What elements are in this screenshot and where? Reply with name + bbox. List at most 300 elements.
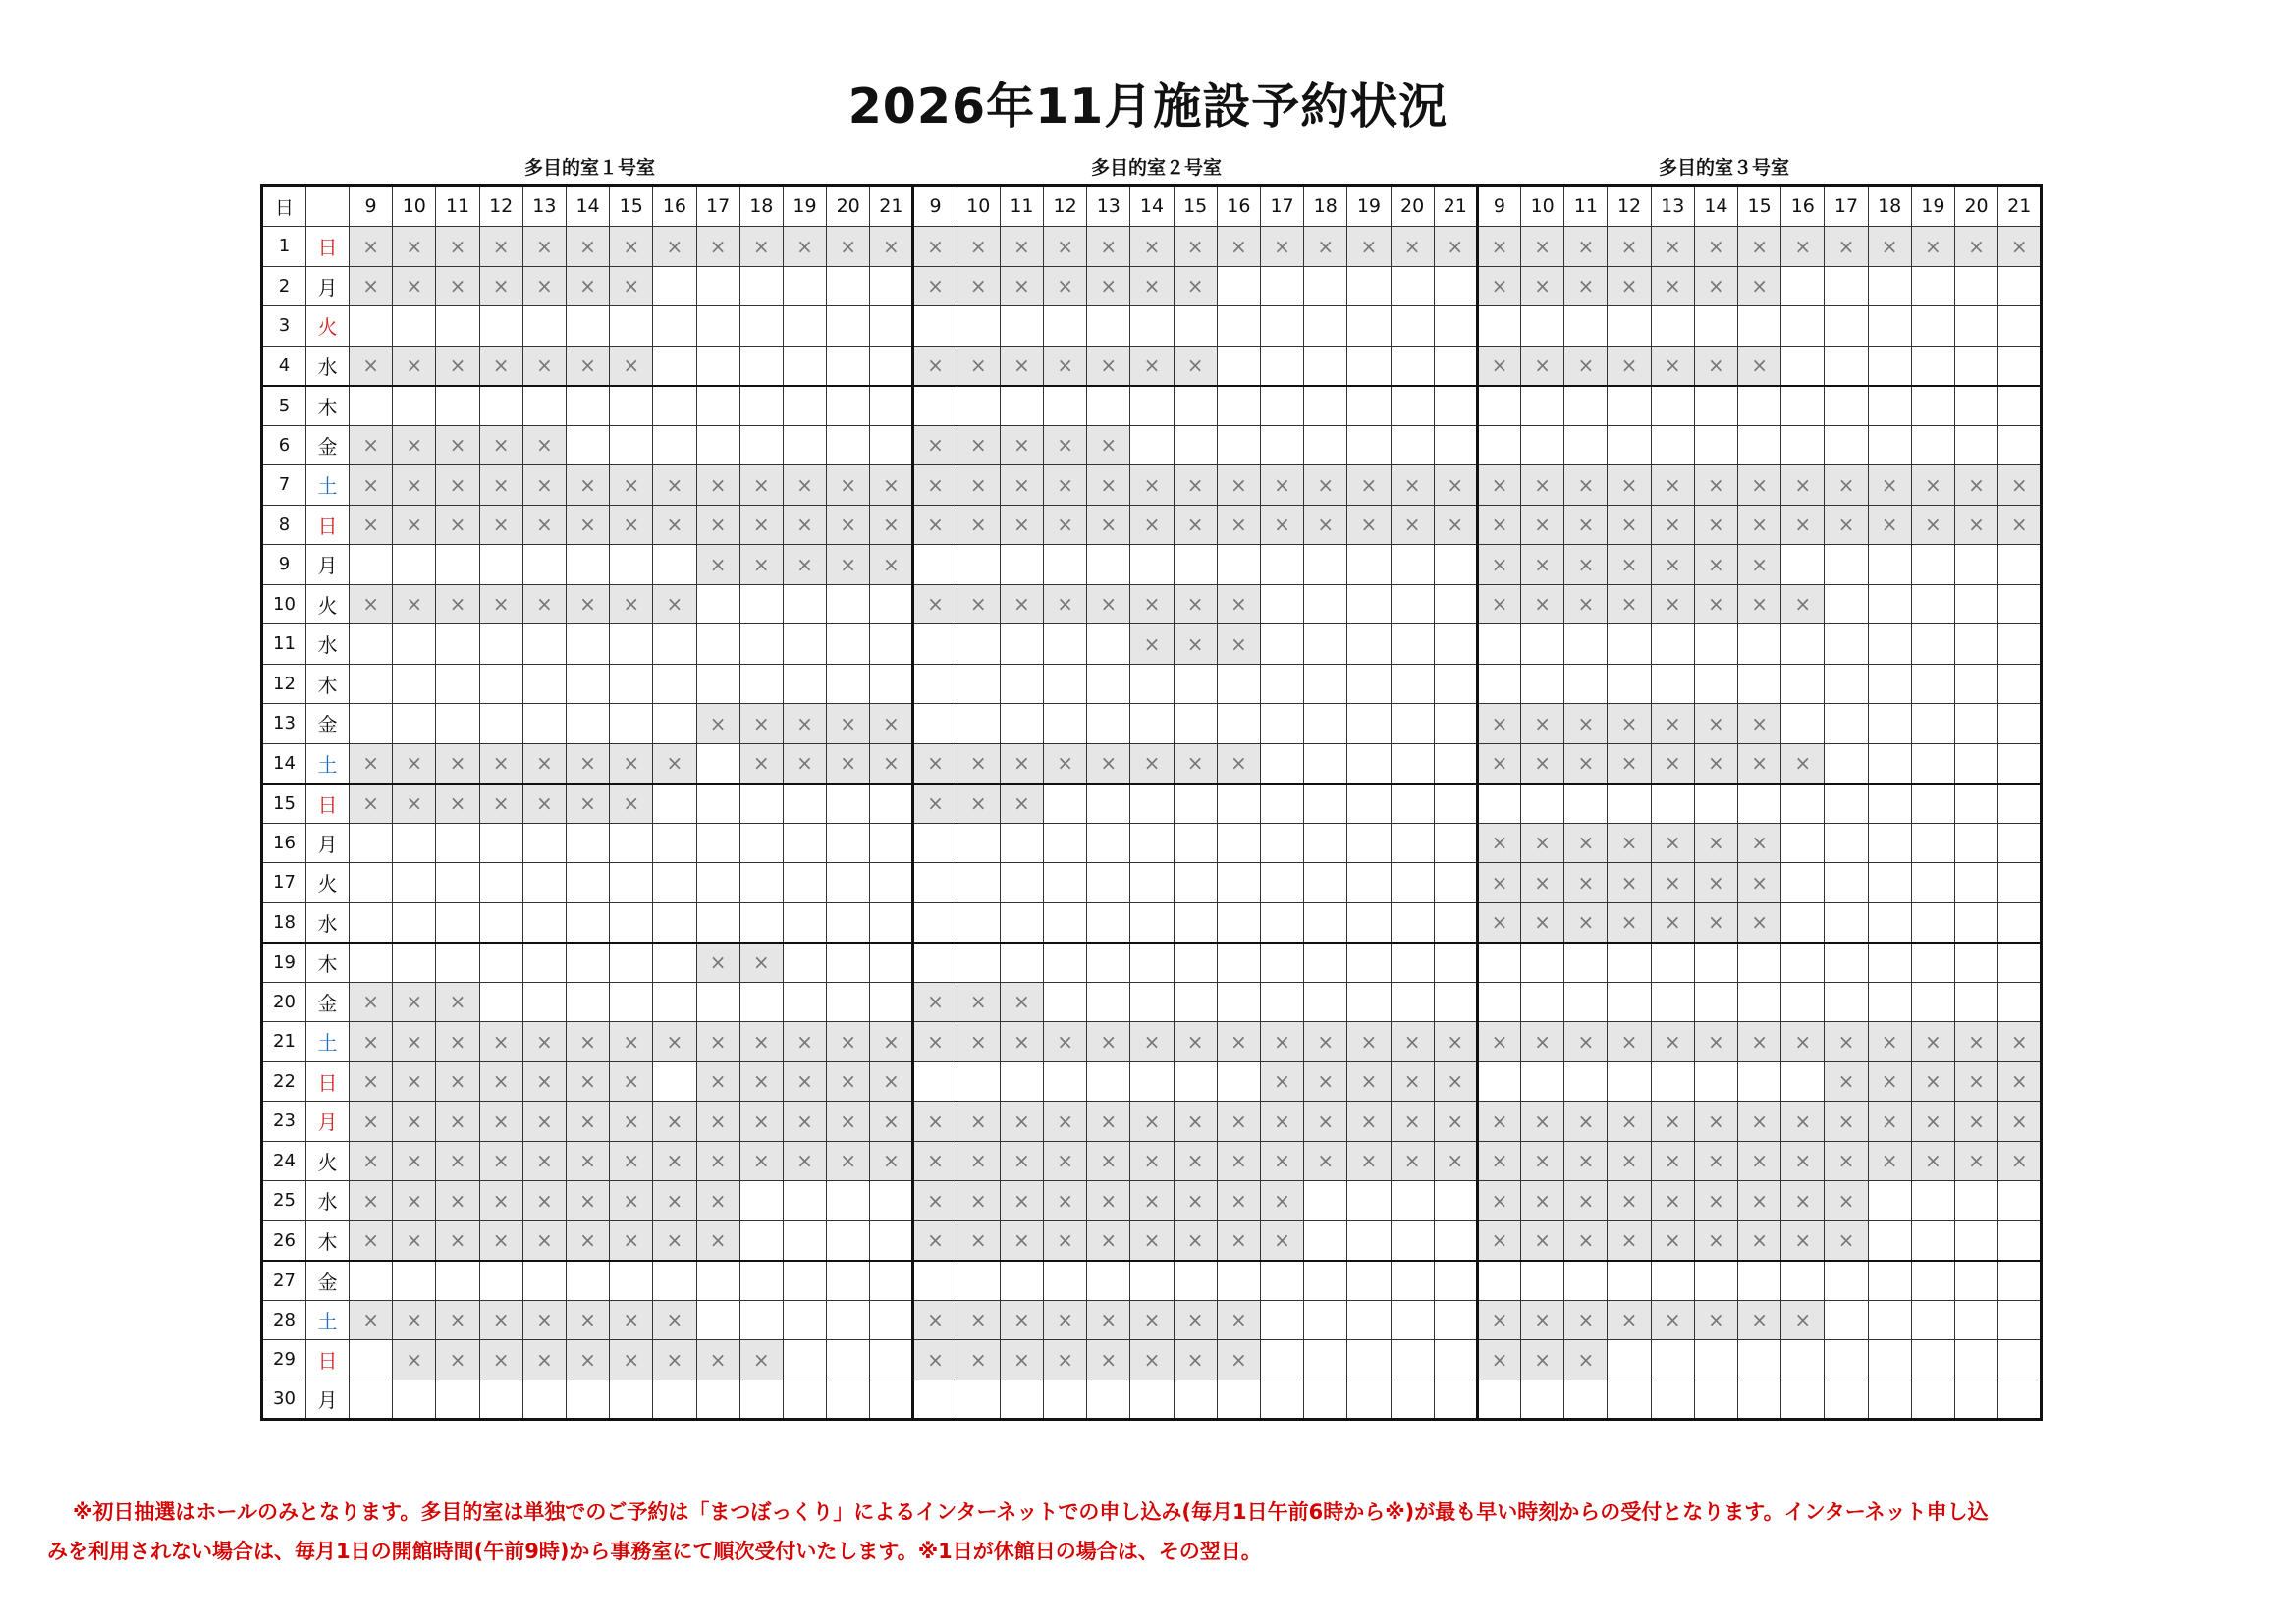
slot-reserved: × bbox=[1477, 227, 1520, 267]
slot-reserved: × bbox=[1825, 1141, 1868, 1181]
slot-available bbox=[1781, 943, 1825, 983]
day-number: 8 bbox=[262, 505, 306, 545]
slot-available bbox=[1044, 823, 1087, 863]
slot-reserved: × bbox=[436, 346, 479, 386]
slot-reserved: × bbox=[1998, 1061, 2042, 1102]
slot-reserved: × bbox=[393, 1300, 436, 1340]
slot-reserved: × bbox=[1694, 346, 1737, 386]
slot-available bbox=[1087, 1380, 1130, 1420]
slot-available bbox=[1434, 664, 1477, 704]
slot-available bbox=[1434, 982, 1477, 1022]
slot-available bbox=[1391, 386, 1434, 426]
slot-available bbox=[1694, 982, 1737, 1022]
notice-line-2: みを利用されない場合は、毎月1日の開館時間(午前9時)から事務室にて順次受付いたします。※1日が休館日の場合は、その翌日。 bbox=[47, 1540, 1262, 1563]
slot-available bbox=[1477, 1061, 1520, 1102]
slot-reserved: × bbox=[957, 465, 1000, 506]
weekday: 金 bbox=[306, 1261, 350, 1301]
slot-available bbox=[1911, 1300, 1954, 1340]
slot-available bbox=[783, 1220, 826, 1261]
slot-available bbox=[1391, 346, 1434, 386]
slot-available bbox=[1174, 902, 1217, 943]
slot-reserved: × bbox=[393, 784, 436, 824]
slot-available bbox=[1347, 624, 1391, 665]
slot-available bbox=[739, 306, 783, 347]
slot-available bbox=[350, 704, 393, 744]
slot-reserved: × bbox=[610, 505, 653, 545]
slot-available bbox=[1911, 784, 1954, 824]
slot-reserved: × bbox=[610, 1300, 653, 1340]
slot-reserved: × bbox=[436, 1061, 479, 1102]
slot-reserved: × bbox=[1738, 266, 1781, 306]
slot-available bbox=[653, 902, 696, 943]
slot-reserved: × bbox=[350, 1022, 393, 1062]
slot-available bbox=[1608, 784, 1651, 824]
slot-available bbox=[1781, 624, 1825, 665]
slot-reserved: × bbox=[610, 584, 653, 624]
slot-available bbox=[1825, 863, 1868, 903]
slot-available bbox=[479, 545, 522, 585]
slot-reserved: × bbox=[1477, 704, 1520, 744]
slot-reserved: × bbox=[350, 1300, 393, 1340]
day-number: 17 bbox=[262, 863, 306, 903]
slot-available bbox=[1044, 545, 1087, 585]
day-row bbox=[262, 982, 2042, 1022]
hour-header: 14 bbox=[566, 186, 609, 227]
hour-header: 9 bbox=[350, 186, 393, 227]
day-row bbox=[262, 465, 2042, 506]
header-weekday bbox=[306, 186, 350, 227]
day-row bbox=[262, 863, 2042, 903]
slot-available bbox=[1304, 346, 1347, 386]
slot-available bbox=[1781, 1061, 1825, 1102]
slot-reserved: × bbox=[350, 982, 393, 1022]
weekday: 火 bbox=[306, 863, 350, 903]
slot-reserved: × bbox=[1868, 1061, 1911, 1102]
weekday: 水 bbox=[306, 624, 350, 665]
slot-reserved: × bbox=[653, 743, 696, 784]
slot-reserved: × bbox=[783, 1061, 826, 1102]
slot-reserved: × bbox=[783, 505, 826, 545]
slot-available bbox=[1564, 784, 1608, 824]
slot-available bbox=[610, 545, 653, 585]
slot-available bbox=[783, 306, 826, 347]
slot-available bbox=[783, 982, 826, 1022]
hour-header: 21 bbox=[870, 186, 913, 227]
slot-reserved: × bbox=[1651, 1022, 1694, 1062]
slot-available bbox=[870, 943, 913, 983]
slot-reserved: × bbox=[522, 465, 566, 506]
slot-reserved: × bbox=[610, 1061, 653, 1102]
slot-available bbox=[870, 823, 913, 863]
slot-available bbox=[1564, 425, 1608, 465]
slot-available bbox=[350, 664, 393, 704]
slot-available bbox=[1825, 823, 1868, 863]
slot-available bbox=[1911, 1220, 1954, 1261]
slot-available bbox=[1825, 306, 1868, 347]
slot-reserved: × bbox=[1391, 1102, 1434, 1142]
slot-reserved: × bbox=[1174, 743, 1217, 784]
slot-reserved: × bbox=[1694, 465, 1737, 506]
slot-available bbox=[1260, 823, 1303, 863]
slot-reserved: × bbox=[870, 545, 913, 585]
slot-reserved: × bbox=[479, 1340, 522, 1380]
slot-reserved: × bbox=[1911, 1061, 1954, 1102]
slot-reserved: × bbox=[1000, 266, 1043, 306]
slot-reserved: × bbox=[393, 1061, 436, 1102]
slot-available bbox=[1304, 982, 1347, 1022]
slot-reserved: × bbox=[1651, 1220, 1694, 1261]
slot-available bbox=[1260, 664, 1303, 704]
day-number: 18 bbox=[262, 902, 306, 943]
slot-available bbox=[870, 664, 913, 704]
slot-reserved: × bbox=[913, 1181, 957, 1221]
slot-available bbox=[1304, 1340, 1347, 1380]
slot-available bbox=[870, 1261, 913, 1301]
slot-available bbox=[1738, 1061, 1781, 1102]
slot-available bbox=[1304, 425, 1347, 465]
slot-reserved: × bbox=[827, 1102, 870, 1142]
slot-reserved: × bbox=[1911, 465, 1954, 506]
slot-reserved: × bbox=[1347, 1141, 1391, 1181]
hour-header: 11 bbox=[436, 186, 479, 227]
slot-reserved: × bbox=[1954, 1141, 1997, 1181]
slot-reserved: × bbox=[1651, 823, 1694, 863]
slot-available bbox=[566, 1380, 609, 1420]
slot-reserved: × bbox=[1000, 227, 1043, 267]
slot-available bbox=[957, 624, 1000, 665]
slot-reserved: × bbox=[393, 1181, 436, 1221]
slot-available bbox=[1998, 1181, 2042, 1221]
slot-available bbox=[1000, 624, 1043, 665]
slot-available bbox=[1998, 306, 2042, 347]
slot-reserved: × bbox=[436, 982, 479, 1022]
slot-reserved: × bbox=[1521, 704, 1564, 744]
slot-reserved: × bbox=[1564, 1220, 1608, 1261]
header-row bbox=[262, 186, 2042, 227]
slot-available bbox=[739, 1181, 783, 1221]
slot-available bbox=[1347, 266, 1391, 306]
day-number: 13 bbox=[262, 704, 306, 744]
slot-available bbox=[1304, 306, 1347, 347]
hour-header: 12 bbox=[1044, 186, 1087, 227]
slot-available bbox=[1434, 1340, 1477, 1380]
slot-reserved: × bbox=[1217, 1181, 1260, 1221]
slot-available bbox=[1391, 784, 1434, 824]
slot-reserved: × bbox=[1738, 1300, 1781, 1340]
slot-reserved: × bbox=[827, 227, 870, 267]
slot-reserved: × bbox=[913, 1022, 957, 1062]
slot-reserved: × bbox=[1954, 505, 1997, 545]
slot-available bbox=[870, 624, 913, 665]
slot-available bbox=[522, 664, 566, 704]
slot-reserved: × bbox=[1608, 505, 1651, 545]
slot-reserved: × bbox=[1260, 1220, 1303, 1261]
slot-available bbox=[1911, 584, 1954, 624]
slot-reserved: × bbox=[1347, 505, 1391, 545]
slot-available bbox=[783, 266, 826, 306]
slot-reserved: × bbox=[1564, 1181, 1608, 1221]
slot-available bbox=[1564, 943, 1608, 983]
slot-available bbox=[1868, 346, 1911, 386]
slot-available bbox=[1868, 1181, 1911, 1221]
slot-available bbox=[1651, 425, 1694, 465]
slot-reserved: × bbox=[1217, 1300, 1260, 1340]
hour-header: 14 bbox=[1130, 186, 1174, 227]
slot-reserved: × bbox=[696, 1340, 739, 1380]
slot-available bbox=[1911, 823, 1954, 863]
slot-available bbox=[1260, 902, 1303, 943]
slot-reserved: × bbox=[1868, 227, 1911, 267]
slot-reserved: × bbox=[479, 1141, 522, 1181]
weekday: 火 bbox=[306, 306, 350, 347]
slot-reserved: × bbox=[1521, 863, 1564, 903]
slot-reserved: × bbox=[350, 465, 393, 506]
slot-available bbox=[566, 902, 609, 943]
slot-reserved: × bbox=[1781, 227, 1825, 267]
hour-header: 20 bbox=[1954, 186, 1997, 227]
slot-reserved: × bbox=[1434, 227, 1477, 267]
slot-available bbox=[1954, 306, 1997, 347]
slot-available bbox=[739, 346, 783, 386]
slot-available bbox=[1304, 704, 1347, 744]
slot-reserved: × bbox=[1564, 465, 1608, 506]
slot-reserved: × bbox=[1087, 1181, 1130, 1221]
slot-available bbox=[1781, 545, 1825, 585]
slot-reserved: × bbox=[566, 346, 609, 386]
slot-reserved: × bbox=[436, 465, 479, 506]
slot-available bbox=[913, 863, 957, 903]
slot-available bbox=[1087, 306, 1130, 347]
slot-available bbox=[1217, 823, 1260, 863]
slot-available bbox=[393, 1380, 436, 1420]
slot-reserved: × bbox=[1130, 465, 1174, 506]
slot-reserved: × bbox=[1130, 1102, 1174, 1142]
slot-available bbox=[436, 704, 479, 744]
slot-reserved: × bbox=[1694, 704, 1737, 744]
slot-available bbox=[1260, 386, 1303, 426]
slot-available bbox=[522, 1380, 566, 1420]
slot-available bbox=[436, 1261, 479, 1301]
slot-available bbox=[1260, 306, 1303, 347]
slot-reserved: × bbox=[1738, 863, 1781, 903]
page-title: 2026年11月施設予約状況 bbox=[847, 79, 1449, 135]
slot-available bbox=[610, 306, 653, 347]
slot-available bbox=[1130, 545, 1174, 585]
slot-available bbox=[479, 386, 522, 426]
day-number: 25 bbox=[262, 1181, 306, 1221]
slot-reserved: × bbox=[1434, 1022, 1477, 1062]
slot-reserved: × bbox=[1738, 227, 1781, 267]
slot-available bbox=[1825, 1380, 1868, 1420]
day-number: 24 bbox=[262, 1141, 306, 1181]
slot-available bbox=[783, 902, 826, 943]
slot-available bbox=[827, 306, 870, 347]
slot-reserved: × bbox=[1000, 346, 1043, 386]
slot-reserved: × bbox=[1044, 465, 1087, 506]
hour-header: 11 bbox=[1000, 186, 1043, 227]
slot-available bbox=[1130, 863, 1174, 903]
slot-available bbox=[1781, 704, 1825, 744]
slot-reserved: × bbox=[957, 227, 1000, 267]
slot-available bbox=[1304, 1220, 1347, 1261]
slot-available bbox=[1694, 1061, 1737, 1102]
slot-reserved: × bbox=[1174, 1022, 1217, 1062]
slot-reserved: × bbox=[1825, 505, 1868, 545]
slot-reserved: × bbox=[1651, 902, 1694, 943]
slot-available bbox=[1260, 1261, 1303, 1301]
slot-reserved: × bbox=[393, 982, 436, 1022]
slot-reserved: × bbox=[696, 1220, 739, 1261]
slot-available bbox=[1434, 704, 1477, 744]
slot-available bbox=[827, 584, 870, 624]
slot-available bbox=[566, 982, 609, 1022]
slot-reserved: × bbox=[1954, 1102, 1997, 1142]
slot-reserved: × bbox=[1000, 1300, 1043, 1340]
slot-available bbox=[436, 306, 479, 347]
slot-reserved: × bbox=[1651, 346, 1694, 386]
slot-reserved: × bbox=[913, 465, 957, 506]
slot-available bbox=[1434, 902, 1477, 943]
slot-reserved: × bbox=[1347, 227, 1391, 267]
slot-available bbox=[1954, 823, 1997, 863]
slot-reserved: × bbox=[739, 943, 783, 983]
slot-available bbox=[1521, 306, 1564, 347]
slot-available bbox=[1998, 863, 2042, 903]
slot-reserved: × bbox=[1174, 1181, 1217, 1221]
slot-reserved: × bbox=[827, 704, 870, 744]
slot-available bbox=[479, 823, 522, 863]
slot-reserved: × bbox=[1477, 1340, 1520, 1380]
slot-available bbox=[783, 425, 826, 465]
day-row bbox=[262, 386, 2042, 426]
slot-reserved: × bbox=[1738, 1181, 1781, 1221]
slot-available bbox=[827, 1380, 870, 1420]
slot-reserved: × bbox=[1781, 1220, 1825, 1261]
slot-reserved: × bbox=[1434, 1141, 1477, 1181]
hour-header: 12 bbox=[1608, 186, 1651, 227]
slot-available bbox=[1868, 624, 1911, 665]
slot-reserved: × bbox=[1347, 1102, 1391, 1142]
slot-available bbox=[1260, 346, 1303, 386]
slot-available bbox=[1868, 425, 1911, 465]
slot-available bbox=[1477, 386, 1520, 426]
day-number: 11 bbox=[262, 624, 306, 665]
slot-available bbox=[1434, 346, 1477, 386]
slot-reserved: × bbox=[436, 266, 479, 306]
slot-available bbox=[1434, 1181, 1477, 1221]
slot-available bbox=[1087, 943, 1130, 983]
slot-reserved: × bbox=[350, 227, 393, 267]
slot-available bbox=[739, 784, 783, 824]
slot-reserved: × bbox=[1651, 545, 1694, 585]
slot-reserved: × bbox=[1738, 1141, 1781, 1181]
slot-reserved: × bbox=[350, 266, 393, 306]
slot-reserved: × bbox=[1694, 1220, 1737, 1261]
day-row bbox=[262, 545, 2042, 585]
slot-reserved: × bbox=[913, 1102, 957, 1142]
slot-available bbox=[566, 425, 609, 465]
slot-available bbox=[783, 863, 826, 903]
slot-reserved: × bbox=[827, 545, 870, 585]
slot-reserved: × bbox=[1130, 1022, 1174, 1062]
slot-available bbox=[436, 664, 479, 704]
slot-reserved: × bbox=[1694, 1300, 1737, 1340]
slot-reserved: × bbox=[1608, 584, 1651, 624]
slot-available bbox=[393, 306, 436, 347]
slot-reserved: × bbox=[957, 1300, 1000, 1340]
slot-reserved: × bbox=[957, 1022, 1000, 1062]
slot-available bbox=[913, 1380, 957, 1420]
slot-available bbox=[696, 664, 739, 704]
slot-available bbox=[1217, 1261, 1260, 1301]
slot-reserved: × bbox=[653, 1022, 696, 1062]
slot-reserved: × bbox=[1087, 1102, 1130, 1142]
day-number: 2 bbox=[262, 266, 306, 306]
hour-header: 21 bbox=[1998, 186, 2042, 227]
slot-reserved: × bbox=[479, 1220, 522, 1261]
slot-reserved: × bbox=[1651, 1141, 1694, 1181]
hour-header: 19 bbox=[1911, 186, 1954, 227]
slot-reserved: × bbox=[479, 227, 522, 267]
slot-available bbox=[1998, 743, 2042, 784]
slot-reserved: × bbox=[1217, 465, 1260, 506]
slot-reserved: × bbox=[350, 1061, 393, 1102]
slot-reserved: × bbox=[1130, 1141, 1174, 1181]
slot-available bbox=[436, 386, 479, 426]
day-number: 16 bbox=[262, 823, 306, 863]
slot-reserved: × bbox=[522, 784, 566, 824]
slot-available bbox=[1217, 902, 1260, 943]
slot-available bbox=[522, 863, 566, 903]
slot-available bbox=[1000, 943, 1043, 983]
slot-reserved: × bbox=[566, 266, 609, 306]
slot-reserved: × bbox=[1694, 1141, 1737, 1181]
slot-available bbox=[479, 624, 522, 665]
slot-available bbox=[739, 584, 783, 624]
slot-available bbox=[1998, 664, 2042, 704]
hour-header: 15 bbox=[610, 186, 653, 227]
slot-reserved: × bbox=[957, 425, 1000, 465]
slot-available bbox=[566, 545, 609, 585]
slot-available bbox=[653, 1380, 696, 1420]
slot-available bbox=[1217, 425, 1260, 465]
slot-reserved: × bbox=[827, 465, 870, 506]
slot-available bbox=[827, 664, 870, 704]
slot-reserved: × bbox=[1954, 1061, 1997, 1102]
slot-available bbox=[1651, 664, 1694, 704]
slot-reserved: × bbox=[1477, 346, 1520, 386]
slot-available bbox=[1087, 386, 1130, 426]
slot-available bbox=[1477, 425, 1520, 465]
slot-available bbox=[1998, 943, 2042, 983]
slot-available bbox=[696, 743, 739, 784]
slot-available bbox=[870, 1340, 913, 1380]
slot-available bbox=[1434, 1300, 1477, 1340]
slot-reserved: × bbox=[1044, 346, 1087, 386]
slot-available bbox=[870, 425, 913, 465]
slot-available bbox=[1391, 823, 1434, 863]
slot-reserved: × bbox=[350, 1141, 393, 1181]
slot-reserved: × bbox=[522, 1022, 566, 1062]
weekday: 月 bbox=[306, 545, 350, 585]
slot-available bbox=[1347, 664, 1391, 704]
slot-reserved: × bbox=[1738, 1022, 1781, 1062]
slot-reserved: × bbox=[1738, 505, 1781, 545]
slot-reserved: × bbox=[1738, 823, 1781, 863]
slot-available bbox=[1044, 704, 1087, 744]
slot-available bbox=[350, 943, 393, 983]
slot-reserved: × bbox=[1217, 1102, 1260, 1142]
